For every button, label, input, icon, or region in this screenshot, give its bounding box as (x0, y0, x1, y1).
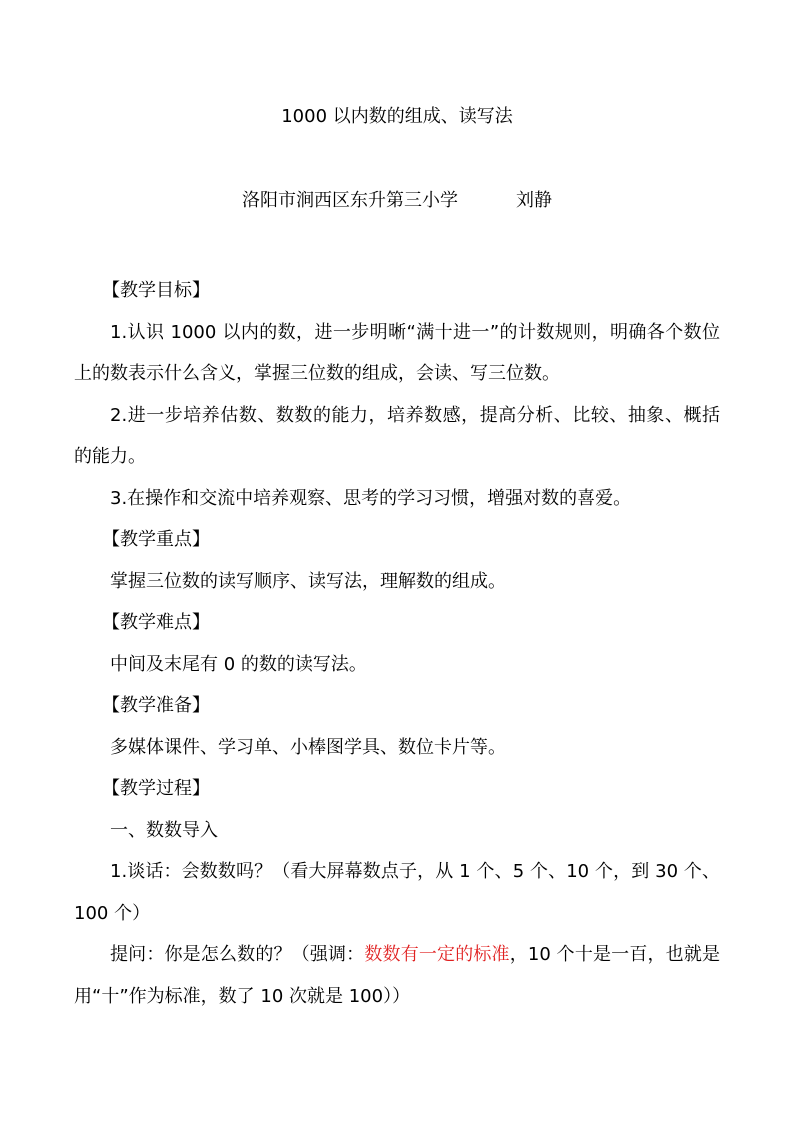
preparation-paragraph: 多媒体课件、学习单、小棒图学具、数位卡片等。 (110, 736, 506, 758)
difficulty-heading: 【教学难点】 (102, 612, 210, 633)
question-suffix: ，10 个十是一百，也就是用“十”作为标准，数了 10 次就是 100）） (74, 944, 721, 1007)
difficulty-paragraph: 中间及末尾有 0 的数的读写法。 (110, 653, 367, 675)
goal-2-paragraph: 2.进一步培养估数、数数的能力，培养数感，提高分析、比较、抽象、概括的能力。 (74, 404, 720, 467)
part-1-heading: 一、数数导入 (110, 819, 218, 841)
step-1-paragraph: 1.谈话：会数数吗？（看大屏幕数点子，从 1 个、5 个、10 个，到 30 个、100 个） (74, 861, 720, 924)
document-title: 1000 以内数的组成、读写法 (281, 106, 513, 127)
author-name: 刘静 (516, 190, 552, 211)
preparation-heading: 【教学准备】 (102, 695, 210, 716)
question-emphasis: 数数有一定的标准 (364, 944, 510, 965)
goals-heading: 【教学目标】 (102, 280, 210, 301)
question-paragraph (74, 934, 720, 1017)
goal-3-paragraph: 3.在操作和交流中培养观察、思考的学习习惯，增强对数的喜爱。 (110, 487, 632, 509)
author-line (0, 188, 794, 214)
key-points-heading: 【教学重点】 (102, 529, 210, 550)
goal-1-paragraph: 1.认识 1000 以内的数，进一步明晰“满十进一”的计数规则，明确各个数位上的数表示什么含义，掌握三位数的组成，会读、写三位数。 (74, 321, 720, 384)
document-body (74, 270, 720, 1017)
process-heading: 【教学过程】 (102, 778, 210, 799)
question-prefix: 提问：你是怎么数的？（强调： (110, 944, 365, 965)
key-points-paragraph: 掌握三位数的读写顺序、读写法，理解数的组成。 (110, 570, 506, 592)
author-school: 洛阳市涧西区东升第三小学 (242, 190, 458, 211)
